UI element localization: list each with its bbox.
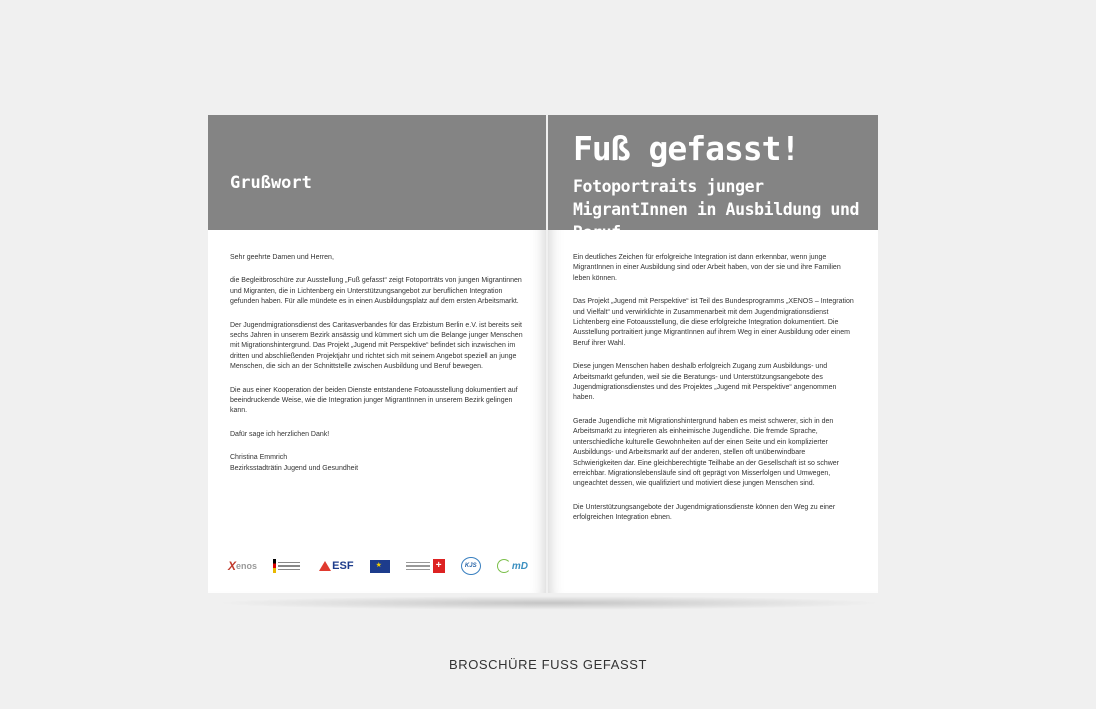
jmd-wordmark: mD [511,560,528,572]
german-flag-icon [273,559,276,573]
jmd-logo [497,556,528,576]
left-paragraph: Dafür sage ich herzlichen Dank! [230,430,330,438]
right-paragraph: Diese jungen Menschen haben deshalb erfolgreich Zugang zum Ausbildungs- und Arbeitsmarkt gefunden, weil sie die Beratungs- und Unterstützungsangebote des Jugendmigrationsdienstes und des Projektes „Jugend mit Perspektive“ angenommen haben. [573,363,837,402]
esf-wordmark: ESF [332,560,354,572]
kjs-wordmark: KJS [461,557,481,575]
caritas-cross-icon: + [433,559,445,573]
esf-triangle-icon [319,561,331,571]
xenos-x-mark: X [228,559,237,573]
signature-name: Christina Emmrich [230,454,288,462]
right-page [548,115,878,593]
brochure-title: Fuß gefasst! [573,129,800,168]
xenos-wordmark: enos [236,561,258,571]
brochure-subtitle: Fotoportraits junger MigrantInnen in Ausbildung und Beruf [573,177,860,242]
signature-block [230,453,530,474]
federal-ministry-logo [273,556,303,576]
left-heading: Grußwort [230,173,312,193]
right-paragraph: Das Projekt „Jugend mit Perspektive“ ist Teil des Bundesprogramms „XENOS – Integration und Vielfalt“ und verwirklichte in Zusammenarbeit mit dem Jugendmigrationsdienst Lichtenberg eine Fotoausstellung, die diese erfolgreiche Integration dokumentiert. Die Ausstellung portraitiert junge MigrantInnen auf ihrem Weg in einer Ausbildung oder einem Beruf ihrer Wahl. [573,298,854,347]
left-header-band [208,115,546,230]
eu-flag-icon [370,560,390,573]
right-paragraph: Gerade Jugendliche mit Migrationshintergrund haben es meist schwerer, sich in den Arbeitsmarkt zu integrieren als einheimische Jugendliche. Die fremde Sprache, unterschiedliche kulturelle Gewohnheiten auf der einen Seite und ein komplizierter Ausbildungs- und Arbeitsmarkt auf der anderen, stellen oft unüberwindbare Schwierigkeiten dar. Eine gleichberechtigte Teilhabe an der Gesellschaft ist so schwer erreichbar. Migrationslebensläufe sind oft geprägt von Misserfolgen und Umwegen, ungeachtet dessen, wie qualifiziert und motiviert diese jungen Menschen sind. [573,417,840,488]
xenos-logo [228,556,257,576]
brochure-caption: BROSCHÜRE FUSS GEFASST [448,657,648,672]
jmd-circle-icon [497,559,511,573]
right-paragraph: Ein deutliches Zeichen für erfolgreiche Integration ist dann erkennbar, wenn junge MigrantInnen in einer Ausbildung sind oder Arbeit haben, von der sie und ihre Familien leben können. [573,254,841,282]
left-paragraph: Der Jugendmigrationsdienst des Caritasverbandes für das Erzbistum Berlin e.V. ist bereits seit sechs Jahren in unserem Bezirk ansässig und kümmert sich um die Belange junger Menschen mit Migrationshintergrund. Das Projekt „Jugend mit Perspektive“ befindet sich inzwischen im dritten und abschließenden Projektjahr und richtet sich mit seinem Angebot speziell an junge Menschen, die sich an der Schnittstelle zwischen Ausbildung und Beruf bewegen. [230,321,523,371]
caritas-logo [406,556,445,576]
left-body-text [230,253,530,474]
right-paragraph: Die Unterstützungsangebote der Jugendmigrationsdienste können den Weg zu einer erfolgreichen Integration ebnen. [573,503,836,522]
left-paragraph: Die aus einer Kooperation der beiden Dienste entstandene Fotoausstellung dokumentiert auf beeindruckende Weise, wie die Integration junger MigrantInnen in unserem Bezirk gelingen kann. [230,386,518,415]
left-paragraph: Sehr geehrte Damen und Herren, [230,254,334,261]
kjs-logo [461,556,481,576]
eu-logo [370,556,390,576]
signature-title: Bezirksstadträtin Jugend und Gesundheit [230,464,359,472]
esf-logo [319,556,353,576]
left-page [208,115,546,593]
sponsor-logos [228,553,528,579]
brochure-shadow [214,596,884,610]
right-body-text [573,253,855,537]
left-paragraph: die Begleitbroschüre zur Ausstellung „Fuß gefasst“ zeigt Fotoporträts von jungen Migrantinnen und Migranten, die in Lichtenberg ein Unterstützungsangebot zur beruflichen Integration gefunden haben. Für alle mündete es in einen Ausbildungsplatz auf dem ersten Arbeitsmarkt. [230,277,522,306]
right-header-band [548,115,878,242]
